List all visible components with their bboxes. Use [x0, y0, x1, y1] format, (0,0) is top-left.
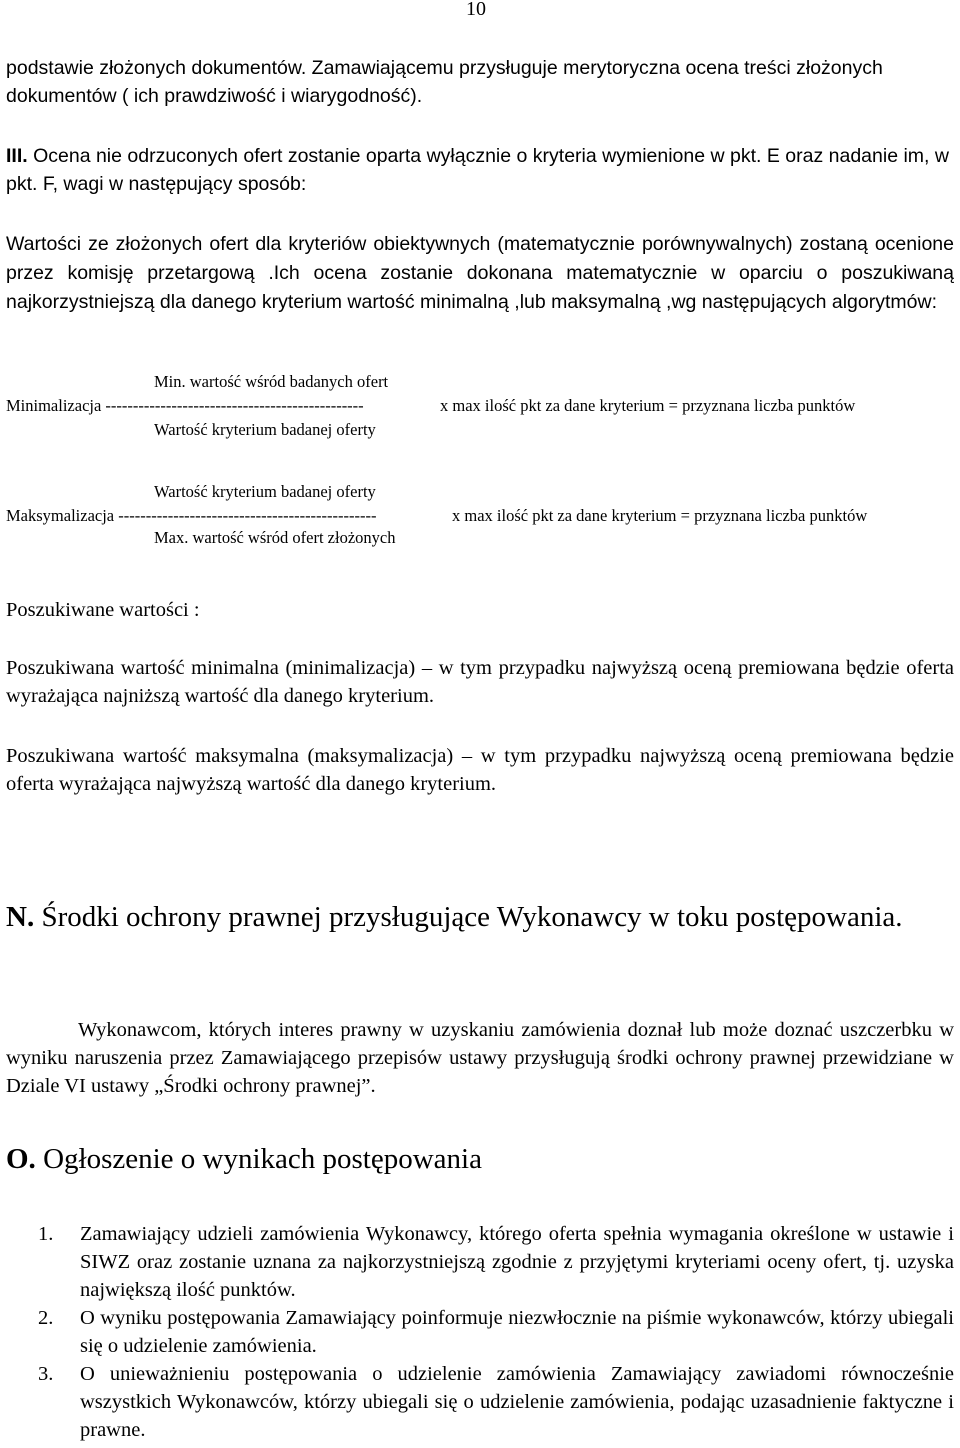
paragraph-documents: podstawie złożonych dokumentów. Zamawiającemu przysługuje merytoryczna ocena treści złożonych dokumentów ( ich prawdziwość i wiarygodność). — [6, 57, 883, 107]
paragraph-evaluation-text: Ocena nie odrzuconych ofert zostanie oparta wyłącznie o kryteria wymienione w pkt. E oraz nadanie im, w pkt. F, wagi w następujący sposób: — [6, 145, 949, 195]
section-number-iii: III. — [6, 145, 28, 167]
section-n-title: Środki ochrony prawnej przysługujące Wykonawcy w toku postępowania. — [34, 901, 903, 933]
list-item-number: 2. — [38, 1307, 54, 1329]
formula-max-denominator: Max. wartość wśród ofert złożonych — [154, 528, 396, 547]
paragraph-algorithms: Wartości ze złożonych ofert dla kryteriów obiektywnych (matematycznie porównywalnych) zostaną ocenione przez komisję przetargową .Ich ocena zostanie dokonana matematycznie w oparciu o poszukiwaną najkorzystniejszą dla danego kryterium wartość minimalną ,lub maksymalną ,wg następujących algorytmów: — [6, 233, 954, 313]
formula-max-multiplier: x max ilość pkt za dane kryterium = przyznana liczba punktów — [452, 506, 868, 525]
formula-min-numerator: Min. wartość wśród badanych ofert — [154, 372, 389, 391]
results-list — [0, 1220, 960, 1444]
formula-min-denominator: Wartość kryterium badanej oferty — [154, 420, 376, 439]
sought-min-paragraph: Poszukiwana wartość minimalna (minimalizacja) – w tym przypadku najwyższą oceną premiowana będzie oferta wyrażająca najniższą wartość dla danego kryterium. — [6, 657, 954, 707]
formula-min-dashes: ----------------------------------------------- — [105, 396, 364, 415]
list-item-number: 1. — [38, 1223, 54, 1245]
heading-section-o — [6, 1140, 482, 1178]
formula-max-dashes: ----------------------------------------------- — [118, 506, 377, 525]
formula-min-fraction-line — [6, 396, 364, 416]
page-number: 10 — [466, 0, 486, 20]
formula-max-label: Maksymalizacja — [6, 506, 115, 525]
list-item-number: 3. — [38, 1363, 54, 1385]
section-n-body: Wykonawcom, których interes prawny w uzyskaniu zamówienia doznał lub może doznać uszczerbku w wyniku naruszenia przez Zamawiającego przepisów ustawy przysługują środki ochrony prawnej przewidziane w Dziale VI ustawy „Środki ochrony prawnej”. — [6, 1019, 954, 1097]
sought-values-title: Poszukiwane wartości : — [6, 599, 200, 621]
section-o-title: Ogłoszenie o wynikach postępowania — [35, 1143, 482, 1175]
formula-min-multiplier: x max ilość pkt za dane kryterium = przyznana liczba punktów — [440, 396, 856, 415]
formula-min-label: Minimalizacja — [6, 396, 102, 415]
section-letter-n: N. — [6, 901, 35, 933]
sought-max-paragraph: Poszukiwana wartość maksymalna (maksymalizacja) – w tym przypadku najwyższą oceną premiowana będzie oferta wyrażająca najwyższą wartość dla danego kryterium. — [6, 745, 954, 795]
heading-section-n — [6, 898, 954, 936]
list-item — [0, 1360, 960, 1444]
list-item-text: O wyniku postępowania Zamawiający poinformuje niezwłocznie na piśmie wykonawców, którzy ubiegali się o udzielenie zamówienia. — [80, 1307, 954, 1357]
paragraph-evaluation — [6, 142, 954, 198]
formula-max-numerator: Wartość kryterium badanej oferty — [154, 482, 376, 501]
list-item — [0, 1220, 960, 1304]
formula-max-fraction-line — [6, 506, 377, 526]
section-letter-o: O. — [6, 1143, 36, 1175]
list-item-text: Zamawiający udzieli zamówienia Wykonawcy, którego oferta spełnia wymagania określone w ustawie i SIWZ oraz zostanie uznana za najkorzystniejszą zgodnie z przyjętymi kryteriami oceny ofert, tj. uzyska największą ilość punktów. — [80, 1223, 954, 1301]
list-item-text: O unieważnieniu postępowania o udzielenie zamówienia Zamawiający zawiadomi równocześnie wszystkich Wykonawców, którzy ubiegali się o udzielenie zamówienia, podając uzasadnienie faktyczne i prawne. — [80, 1363, 954, 1441]
list-item — [0, 1304, 960, 1360]
